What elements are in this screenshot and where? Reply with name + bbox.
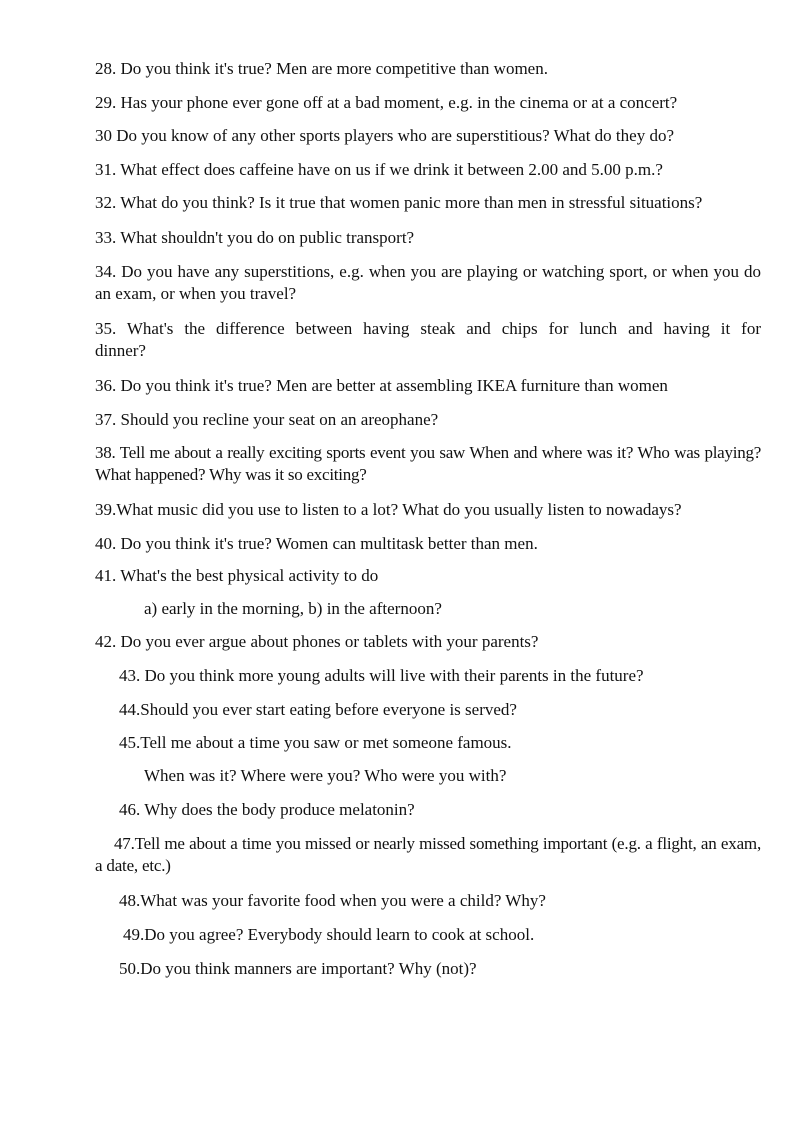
question-39: 39.What music did you use to listen to a lot? What do you usually listen to nowadays?: [95, 500, 682, 519]
question-46: 46. Why does the body produce melatonin?: [119, 800, 415, 819]
question-45-followup: When was it? Where were you? Who were you with?: [144, 766, 507, 785]
question-36: 36. Do you think it's true? Men are better at assembling IKEA furniture than women: [95, 376, 668, 395]
question-41-options: a) early in the morning, b) in the afternoon?: [144, 599, 442, 618]
question-50: 50.Do you think manners are important? Why (not)?: [119, 959, 477, 978]
question-30: 30 Do you know of any other sports players who are superstitious? What do they do?: [95, 126, 674, 145]
question-43: 43. Do you think more young adults will live with their parents in the future?: [119, 666, 644, 685]
question-28: 28. Do you think it's true? Men are more competitive than women.: [95, 59, 548, 78]
question-41: 41. What's the best physical activity to do: [95, 566, 379, 585]
question-40: 40. Do you think it's true? Women can multitask better than men.: [95, 534, 538, 553]
question-34: 34. Do you have any superstitions, e.g. when you are playing or watching sport, or when you do an exam, or when you travel?: [95, 262, 761, 303]
question-48: 48.What was your favorite food when you were a child? Why?: [119, 891, 546, 910]
question-33: 33. What shouldn't you do on public transport?: [95, 228, 415, 247]
question-44: 44.Should you ever start eating before everyone is served?: [119, 700, 517, 719]
question-32: 32. What do you think? Is it true that women panic more than men in stressful situations?: [95, 193, 703, 212]
question-49: 49.Do you agree? Everybody should learn to cook at school.: [123, 925, 535, 944]
question-38: 38. Tell me about a really exciting sports event you saw When and where was it? Who was playing? What happened? Why was it so exciting?: [95, 443, 761, 484]
question-42: 42. Do you ever argue about phones or tablets with your parents?: [95, 632, 539, 651]
question-35: 35. What's the difference between having steak and chips for lunch and having it for dinner?: [95, 319, 761, 360]
question-45: 45.Tell me about a time you saw or met someone famous.: [119, 733, 512, 752]
question-37: 37. Should you recline your seat on an areophane?: [95, 410, 439, 429]
question-31: 31. What effect does caffeine have on us if we drink it between 2.00 and 5.00 p.m.?: [95, 160, 663, 179]
question-47: 47.Tell me about a time you missed or nearly missed something important (e.g. a flight, an exam, a date, etc.): [95, 834, 761, 875]
question-29: 29. Has your phone ever gone off at a bad moment, e.g. in the cinema or at a concert?: [95, 93, 678, 112]
